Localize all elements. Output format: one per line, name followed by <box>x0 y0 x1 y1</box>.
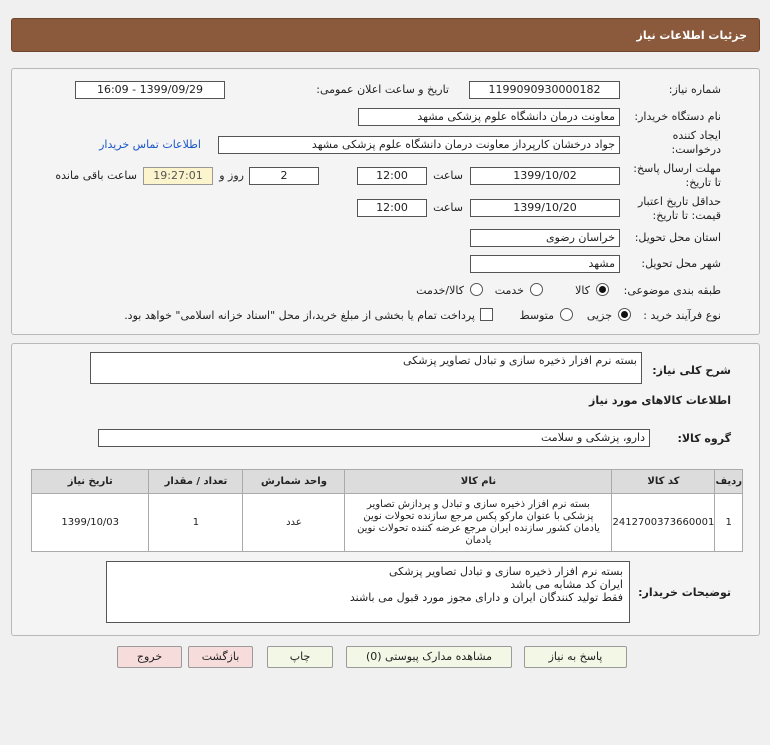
days-label: روز و <box>219 169 244 182</box>
category-option-service: خدمت <box>494 284 524 297</box>
days-field: 2 <box>249 167 319 185</box>
goods-table-header <box>32 470 743 494</box>
remaining-label: ساعت باقی مانده <box>55 169 137 182</box>
need-number-label: شماره نیاز: <box>668 83 721 96</box>
validity-label-1: حداقل تاریخ اعتبار <box>637 195 721 208</box>
process-option-medium: متوسط <box>519 309 554 322</box>
province-label: استان محل تحویل: <box>634 231 721 244</box>
exit-button[interactable]: خروج <box>117 646 182 668</box>
back-button[interactable]: بازگشت <box>188 646 253 668</box>
need-info-panel <box>11 68 760 335</box>
treasury-payment-checkbox[interactable] <box>480 308 493 321</box>
table-row <box>32 494 743 552</box>
process-radio-medium[interactable] <box>560 308 573 321</box>
validity-time-label: ساعت <box>433 201 463 214</box>
process-label: نوع فرآیند خرید : <box>643 309 721 322</box>
announce-field: 1399/09/29 - 16:09 <box>75 81 225 99</box>
buyer-note-line: فقط تولید کنندگان ایران و دارای مجوز مورد قبول می باشند <box>349 591 623 604</box>
need-details-panel <box>11 343 760 636</box>
deadline-time-label: ساعت <box>433 169 463 182</box>
goods-table <box>31 469 743 552</box>
goods-info-title: اطلاعات کالاهای مورد نیاز <box>589 394 731 407</box>
cell-qty: 1 <box>149 494 243 552</box>
col-unit: واحد شمارش <box>243 470 345 494</box>
cell-row: 1 <box>715 494 743 552</box>
summary-field: بسته نرم افزار ذخیره سازی و تبادل تصاویر پزشکی <box>90 352 642 384</box>
deadline-date-field: 1399/10/02 <box>470 167 620 185</box>
process-radio-minor[interactable] <box>618 308 631 321</box>
buyer-field: معاونت درمان دانشگاه علوم پزشکی مشهد <box>358 108 620 126</box>
category-radio-goods[interactable] <box>596 283 609 296</box>
buyer-notes-label: توضیحات خریدار: <box>638 586 731 599</box>
category-label: طبقه بندی موضوعی: <box>623 284 721 297</box>
buyer-note-line: ایران کد مشابه می باشد <box>510 578 623 591</box>
creator-label-1: ایجاد کننده <box>672 129 721 142</box>
summary-label: شرح کلی نیاز: <box>652 364 731 377</box>
reply-button[interactable]: پاسخ به نیاز <box>524 646 627 668</box>
category-option-goods: کالا <box>575 284 590 297</box>
creator-label-2: درخواست: <box>671 143 721 156</box>
need-number-field: 1199090930000182 <box>469 81 620 99</box>
deadline-label-2: تا تاریخ: <box>685 176 721 189</box>
cell-name-line: یادمان <box>465 534 492 546</box>
attachments-button[interactable]: مشاهده مدارک پیوستی (0) <box>346 646 512 668</box>
goods-group-field: دارو، پزشکی و سلامت <box>98 429 650 447</box>
city-field: مشهد <box>470 255 620 273</box>
deadline-time-field: 12:00 <box>357 167 427 185</box>
buyer-contact-link[interactable]: اطلاعات تماس خریدار <box>99 138 201 151</box>
cell-unit: عدد <box>243 494 345 552</box>
cell-date: 1399/10/03 <box>32 494 149 552</box>
validity-time-field: 12:00 <box>357 199 427 217</box>
process-option-minor: جزیی <box>586 309 612 322</box>
goods-group-label: گروه کالا: <box>677 432 731 445</box>
cell-name-line: یادمان کشور سازنده ایران مرجع عرضه کننده تحولات نوین <box>357 522 600 534</box>
city-label: شهر محل تحویل: <box>641 257 721 270</box>
announce-label: تاریخ و ساعت اعلان عمومی: <box>316 83 449 96</box>
cell-name <box>345 494 612 552</box>
buyer-label: نام دستگاه خریدار: <box>634 110 721 123</box>
buyer-notes-box <box>106 561 630 623</box>
deadline-label-1: مهلت ارسال پاسخ: <box>633 162 721 175</box>
validity-date-field: 1399/10/20 <box>470 199 620 217</box>
validity-label-2: قیمت: تا تاریخ: <box>652 209 721 222</box>
col-row: ردیف <box>715 470 743 494</box>
col-code: کد کالا <box>612 470 715 494</box>
province-field: خراسان رضوی <box>470 229 620 247</box>
col-date: تاریخ نیاز <box>32 470 149 494</box>
page-title: جزئیات اطلاعات نیاز <box>636 29 747 42</box>
category-option-both: کالا/خدمت <box>416 284 464 297</box>
col-name: نام کالا <box>345 470 612 494</box>
treasury-payment-note: پرداخت تمام یا بخشی از مبلغ خرید،از محل "اسناد خزانه اسلامی" خواهد بود. <box>124 309 475 322</box>
print-button[interactable]: چاپ <box>267 646 333 668</box>
creator-field: جواد درخشان کارپرداز معاونت درمان دانشگاه علوم پزشکی مشهد <box>218 136 620 154</box>
remaining-time-field: 19:27:01 <box>143 167 213 185</box>
page-header <box>11 18 760 52</box>
cell-name-line: پزشکی با عنوان مارکو پکس مرجع سازنده تحولات نوین <box>363 510 594 522</box>
cell-code: 2412700373660001 <box>612 494 715 552</box>
buyer-note-line: بسته نرم افزار ذخیره سازی و تبادل تصاویر پزشکی <box>388 565 623 578</box>
col-qty: تعداد / مقدار <box>149 470 243 494</box>
category-radio-service[interactable] <box>530 283 543 296</box>
cell-name-line: بسته نرم افزار ذخیره سازی و تبادل و پردازش تصاویر <box>367 498 590 510</box>
category-radio-both[interactable] <box>470 283 483 296</box>
